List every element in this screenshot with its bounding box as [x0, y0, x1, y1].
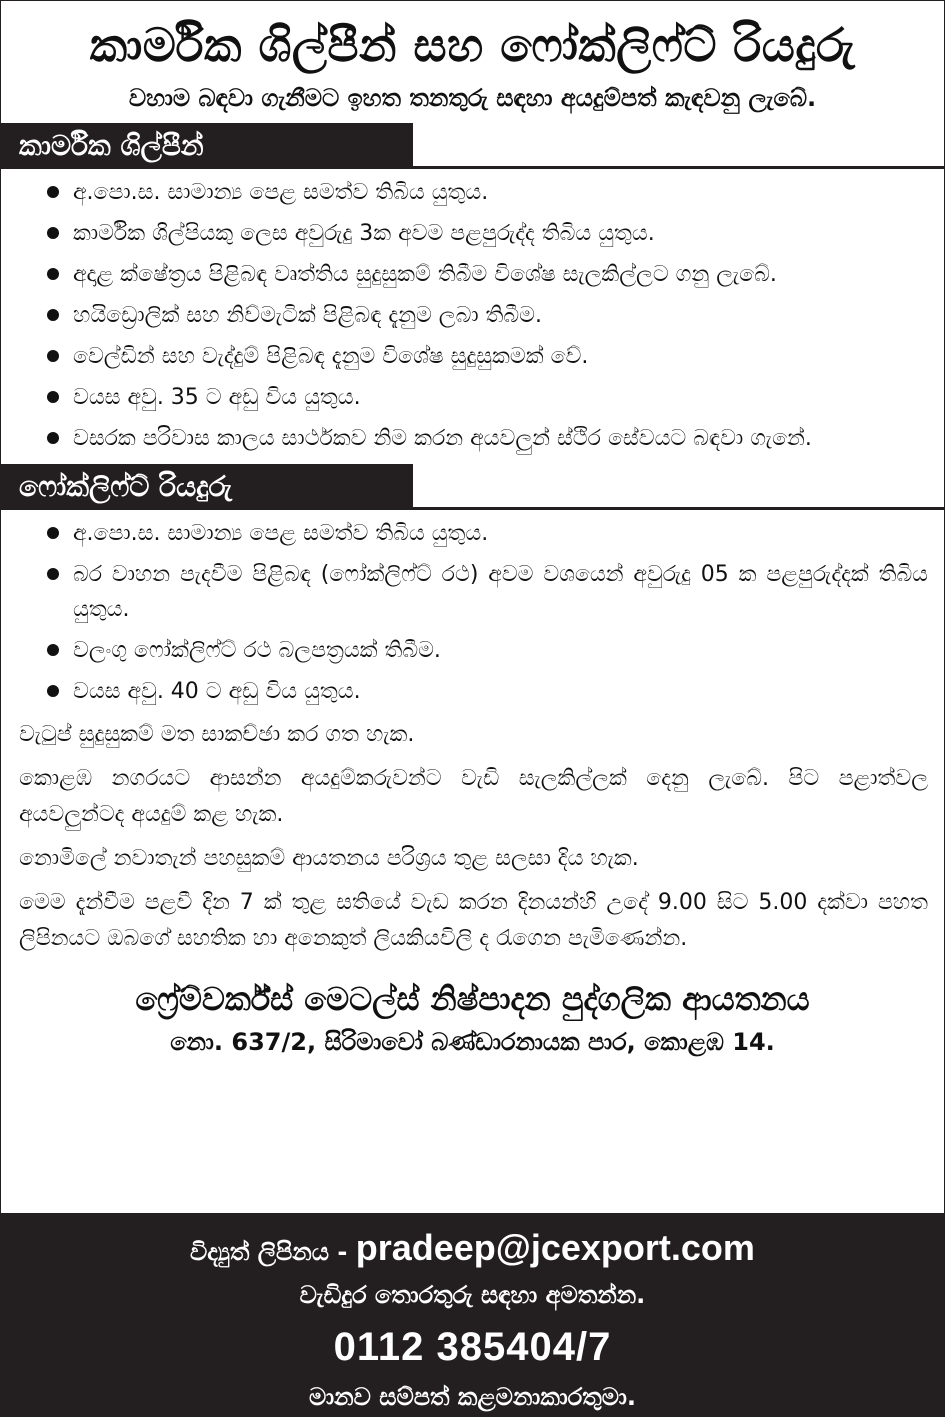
location-preference-note: කොළඹ නගරයට ආසන්න අයදුම්කරුවන්ට වැඩි සැලකිල්ලක් දෙනු ලැබේ. පිට පළාත්වල අයවලුන්ටද අයදුම් කළ හැක. [19, 766, 928, 827]
list-item-text: අදාළ ක්ෂේත්‍රය පිළිබඳ වෘත්තිය සුදුසුකම් තිබීම විශේෂ සැලකිල්ලට ගනු ලැබේ. [73, 262, 777, 287]
bullet-icon [47, 309, 59, 321]
list-item [47, 339, 928, 374]
section-technicians-header [1, 123, 944, 169]
contact-footer [1, 1213, 944, 1416]
accommodation-note: නොමිලේ නවාතැන් පහසුකම් ආයතනය පරිශ්‍රය තුළ සලසා දිය හැක. [19, 846, 639, 871]
bullet-icon [47, 391, 59, 403]
list-item-text: වෙල්ඩින් සහ වැද්දුම් පිළිබඳ දැනුම විශේෂ සුදුසුකමක් වේ. [73, 344, 589, 369]
signoff: මානව සම්පත් කළමනාකාරතුමා. [309, 1383, 636, 1411]
list-item [47, 298, 928, 333]
section-forklift-header [1, 464, 944, 510]
list-item-text: වලංගු ෆෝක්ලිෆ්ට් රථ බලපත්‍රයක් තිබීම. [73, 638, 441, 663]
list-item [47, 175, 928, 210]
email-address[interactable]: pradeep@jcexport.com [355, 1227, 755, 1268]
list-item-text: අ.පො.ස. සාමාන්‍ය පෙළ සමත්ව තිබිය යුතුය. [73, 180, 489, 205]
list-item [47, 421, 928, 456]
bullet-icon [47, 432, 59, 444]
list-item-text: හයිඩ්‍රොලික් සහ නිව්මැටික් පිළිබඳ දැනුම ලබා තිබීම. [73, 303, 542, 328]
bullet-icon [47, 644, 59, 656]
list-item [47, 257, 928, 292]
ad-title: කාර්මික ශිල්පීන් සහ ෆෝක්ලිෆ්ට් රියදුරු [89, 18, 856, 72]
list-item [47, 674, 928, 709]
bullet-icon [47, 350, 59, 362]
bullet-icon [47, 268, 59, 280]
ad-subtitle: වහාම බඳවා ගැනීමට ඉහත තනතුරු සඳහා අයදුම්පත් කැඳවනු ලැබේ. [128, 84, 817, 112]
list-item-text: කාර්මික ශිල්පියකු ලෙස අවුරුදු 3ක අවම පළපුරුද්ද තිබිය යුතුය. [73, 221, 655, 246]
company-address: නො. 637/2, සිරිමාවෝ බණ්ඩාරනායක පාර, කොළඹ 14. [170, 1028, 775, 1056]
forklift-requirements-list [1, 516, 944, 709]
list-item-text: වයස අවු. 35 ට අඩු විය යුතුය. [73, 385, 361, 410]
technician-requirements-list [1, 175, 944, 456]
list-item-text: බර වාහන පැදවීම පිළිබඳ (ෆෝක්ලිෆ්ට් රථ) අවම වශයෙන් අවුරුදු 05 ක පළපුරුද්දක් තිබිය යුතුය. [73, 562, 928, 622]
bullet-icon [47, 568, 59, 580]
list-item [47, 216, 928, 251]
list-item-text: වයස අවු. 40 ට අඩු විය යුතුය. [73, 679, 361, 704]
bullet-icon [47, 685, 59, 697]
email-line [1, 1227, 944, 1273]
list-item [47, 516, 928, 551]
section-heading: ෆෝක්ලිෆ්ට් රියදුරු [1, 464, 413, 510]
salary-note: වැටුප් සුදුසුකම් මත සාකච්ඡා කර ගත හැක. [19, 722, 415, 747]
bullet-icon [47, 186, 59, 198]
list-item-text: අ.පො.ස. සාමාන්‍ය පෙළ සමත්ව තිබිය යුතුය. [73, 521, 489, 546]
company-name: ෆ්‍රේම්වර්ක්ස් මෙටල්ස් නිෂ්පාදන පුද්ගලික ආයතනය [135, 980, 810, 1018]
list-item [47, 557, 928, 627]
list-item [47, 380, 928, 415]
application-instructions: මෙම දැන්වීම පළවී දින 7 ක් තුළ සතියේ වැඩ කරන දිනයන්හි උදේ 9.00 සිට 5.00 දක්වා පහත ලිපිනයට ඔබගේ සහතික හා අනෙකුත් ලියකියවිලි ද රැගෙන පැමිණෙන්න. [19, 890, 928, 951]
list-item-text: වසරක පරිවාස කාලය සාර්ථකව නිම කරන අයවලුන් ස්ථිර සේවයට බඳවා ගැනේ. [73, 426, 812, 451]
section-heading: කාර්මික ශිල්පීන් [1, 123, 413, 169]
contact-note: වැඩිදුර තොරතුරු සඳහා අමතන්න. [299, 1281, 646, 1309]
bullet-icon [47, 227, 59, 239]
bullet-icon [47, 527, 59, 539]
phone-number[interactable]: 0112 385404/7 [333, 1325, 612, 1369]
email-label: විද්‍යුත් ලිපිනය - [190, 1238, 356, 1266]
list-item [47, 633, 928, 668]
